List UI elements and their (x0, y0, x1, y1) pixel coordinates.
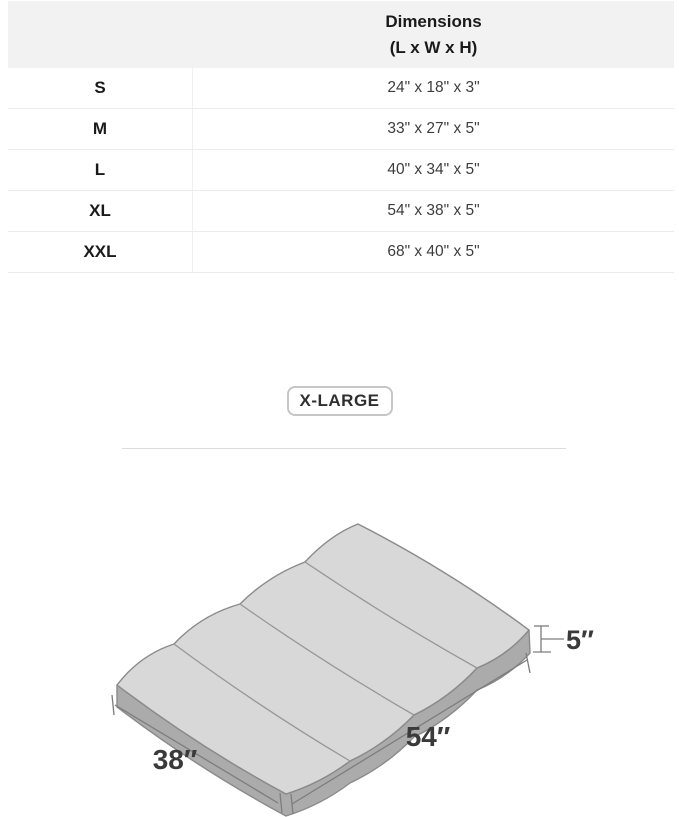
dimensions-cell: 24" x 18" x 3" (387, 79, 480, 96)
dimensions-column-header (193, 1, 674, 68)
table-row (8, 191, 674, 232)
size-cell: L (8, 150, 193, 190)
size-chart-header-row (8, 1, 674, 68)
dimensions-header-line2: (L x W x H) (389, 37, 478, 57)
height-dimension-line (533, 626, 564, 652)
size-cell: XL (8, 191, 193, 231)
size-chart-table (8, 1, 674, 273)
mattress-dimension-diagram (0, 480, 679, 817)
width-dimension-label: 38″ (152, 744, 198, 775)
selected-size-row (0, 386, 679, 416)
section-divider (122, 448, 566, 449)
height-dimension-label: 5″ (566, 625, 594, 655)
size-chip-x-large[interactable]: X-LARGE (287, 386, 393, 416)
size-cell: XXL (8, 232, 193, 272)
table-row (8, 109, 674, 150)
dimensions-cell: 54" x 38" x 5" (387, 202, 480, 219)
size-cell: M (8, 109, 193, 149)
table-row (8, 232, 674, 273)
dimensions-cell: 40" x 34" x 5" (387, 161, 480, 178)
size-column-header (8, 1, 193, 68)
dimensions-cell: 33" x 27" x 5" (387, 120, 480, 137)
dimensions-cell: 68" x 40" x 5" (387, 243, 480, 260)
size-cell: S (8, 68, 193, 108)
dimensions-header-line1: Dimensions (385, 11, 482, 31)
length-dimension-label: 54″ (405, 721, 451, 752)
table-row (8, 68, 674, 109)
table-row (8, 150, 674, 191)
